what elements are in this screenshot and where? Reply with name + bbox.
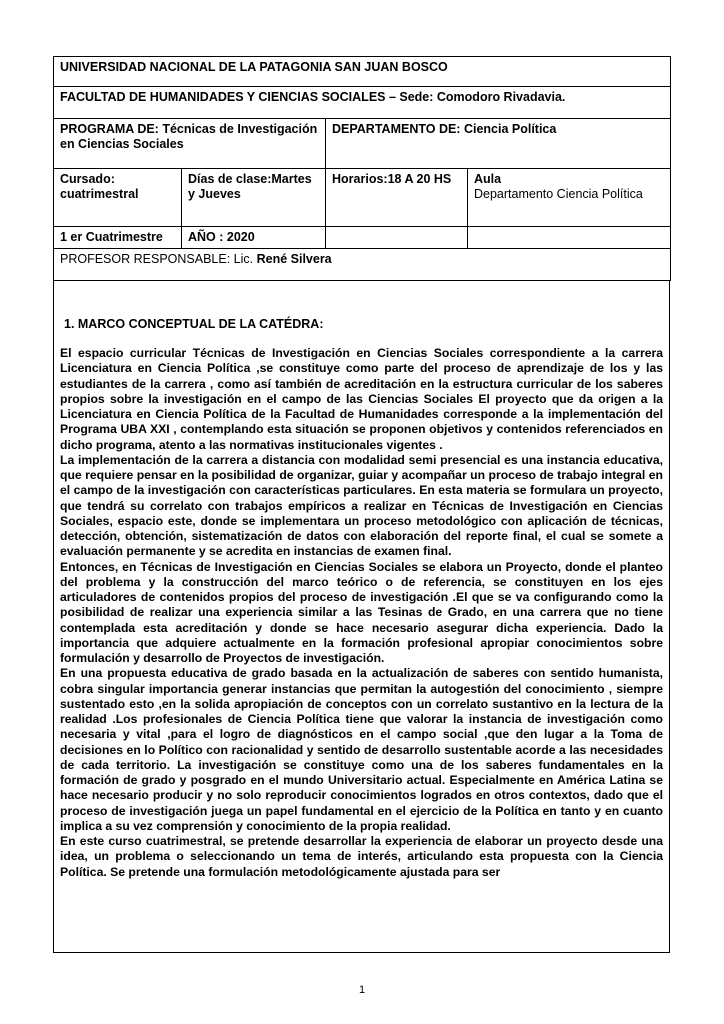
cursado-cell: Cursado: cuatrimestral [54, 169, 182, 227]
cuatrimestre-cell: 1 er Cuatrimestre [54, 227, 182, 249]
horarios-cell: Horarios:18 A 20 HS [326, 169, 468, 227]
document-page [53, 56, 670, 953]
header-table [53, 56, 671, 281]
paragraph: El espacio curricular Técnicas de Investigación en Ciencias Sociales correspondiente a la carrera Licenciatura en Ciencia Política ,se constituye como parte del proceso de aprendizaje de los y las estudiantes de la carrera , como así también de acreditación en la estructura curricular de los saberes propios sobre la investigación en el campo de las Ciencias Sociales El proyecto que da origen a la Licenciatura en Ciencia Política de la Facultad de Humanidades corresponde a la implementación del Programa UBA XXI , contemplando esta situación se proponen objetivos y contenidos referenciados en dicho programa, atento a las normativas institucionales vigentes . [60, 346, 663, 452]
section-title: 1. MARCO CONCEPTUAL DE LA CATÉDRA: [64, 317, 324, 331]
paragraph: La implementación de la carrera a distancia con modalidad semi presencial es una instancia educativa, que requiere pensar en la posibilidad de organizar, guiar y acompañar un proceso de trabajo integral en el campo de la investigación con características particulares. En esta materia se formulara un proyecto, que tendrá su correlato con trabajos empíricos a realizar en Técnicas de Investigación en Ciencias Sociales, espacio este, donde se implementara un proceso metodológico con aplicación de técnicas, detección, obtención, sistematización de datos con elaboración del reporte final, el cual se somete a evaluación permanente y se acredita en instancias de examen final. [60, 452, 663, 559]
empty-cell [468, 227, 671, 249]
profesor-name: René Silvera [256, 252, 332, 266]
paragraph: Entonces, en Técnicas de Investigación en Ciencias Sociales se elabora un Proyecto, donde el planteo del problema y la construcción del marco teórico o de referencia, se constituyen en los ejes articuladores de contenidos propios del proceso de investigación .El que se va configurando como la posibilidad de realizar una experiencia similar a las Tesinas de Grado, en una carrera que no tiene contemplada esta acreditación y donde se hace necesario asegurar dicha experiencia. Dado la importancia que adquiere actualmente en la formación profesional apropiar conocimientos sobre formulación y desarrollo de Proyectos de investigación. [60, 559, 663, 665]
program-name: PROGRAMA DE: Técnicas de Investigación en Ciencias Sociales [54, 119, 326, 169]
profesor-label: PROFESOR RESPONSABLE: Lic. [60, 252, 257, 266]
aula-value: Departamento Ciencia Política [474, 187, 643, 201]
page-number: 1 [358, 984, 366, 996]
department-name: DEPARTAMENTO DE: Ciencia Política [326, 119, 671, 169]
university-name: UNIVERSIDAD NACIONAL DE LA PATAGONIA SAN JUAN BOSCO [54, 57, 671, 87]
aula-cell [468, 169, 671, 227]
faculty-name: FACULTAD DE HUMANIDADES Y CIENCIAS SOCIALES – Sede: Comodoro Rivadavia. [54, 87, 671, 119]
empty-cell [326, 227, 468, 249]
anio-cell: AÑO : 2020 [182, 227, 326, 249]
profesor-cell [54, 249, 671, 281]
body-cell [53, 281, 670, 953]
dias-cell: Días de clase:Martes y Jueves [182, 169, 326, 227]
aula-label: Aula [474, 172, 502, 186]
paragraph: En una propuesta educativa de grado basada en la actualización de saberes con sentido humanista, cobra singular importancia generar instancias que permitan la autogestión del conocimiento , siempre sustentado esto ,en la solida apropiación de conceptos con un correlato sustantivo en la lectura de la realidad .Los profesionales de Ciencia Política tiene que valorar la instancia de investigación como necesaria y vital ,para el logro de diagnósticos en el campo social ,que den lugar a la Toma de decisiones en lo Político con racionalidad y sentido de desarrollo sustentable acorde a las necesidades de cada territorio. La investigación se constituye como una de los saberes fundamentales en la formación de grado y posgrado en el mundo Universitario actual. Especialmente en América Latina se hace necesario producir y no solo reproducir conocimientos logrados en otros contextos, dado que el proceso de investigación juega un papel fundamental en el ejercicio de la Política en tanto y en cuanto implica a su vez comprensión y conocimiento de la propia realidad. [60, 666, 663, 833]
paragraph: En este curso cuatrimestral, se pretende desarrollar la experiencia de elaborar un proyecto desde una idea, un problema o seleccionando un tema de interés, articulando esta propuesta con la Ciencia Política. Se pretende una formulación metodológicamente ajustada para ser [60, 834, 663, 879]
